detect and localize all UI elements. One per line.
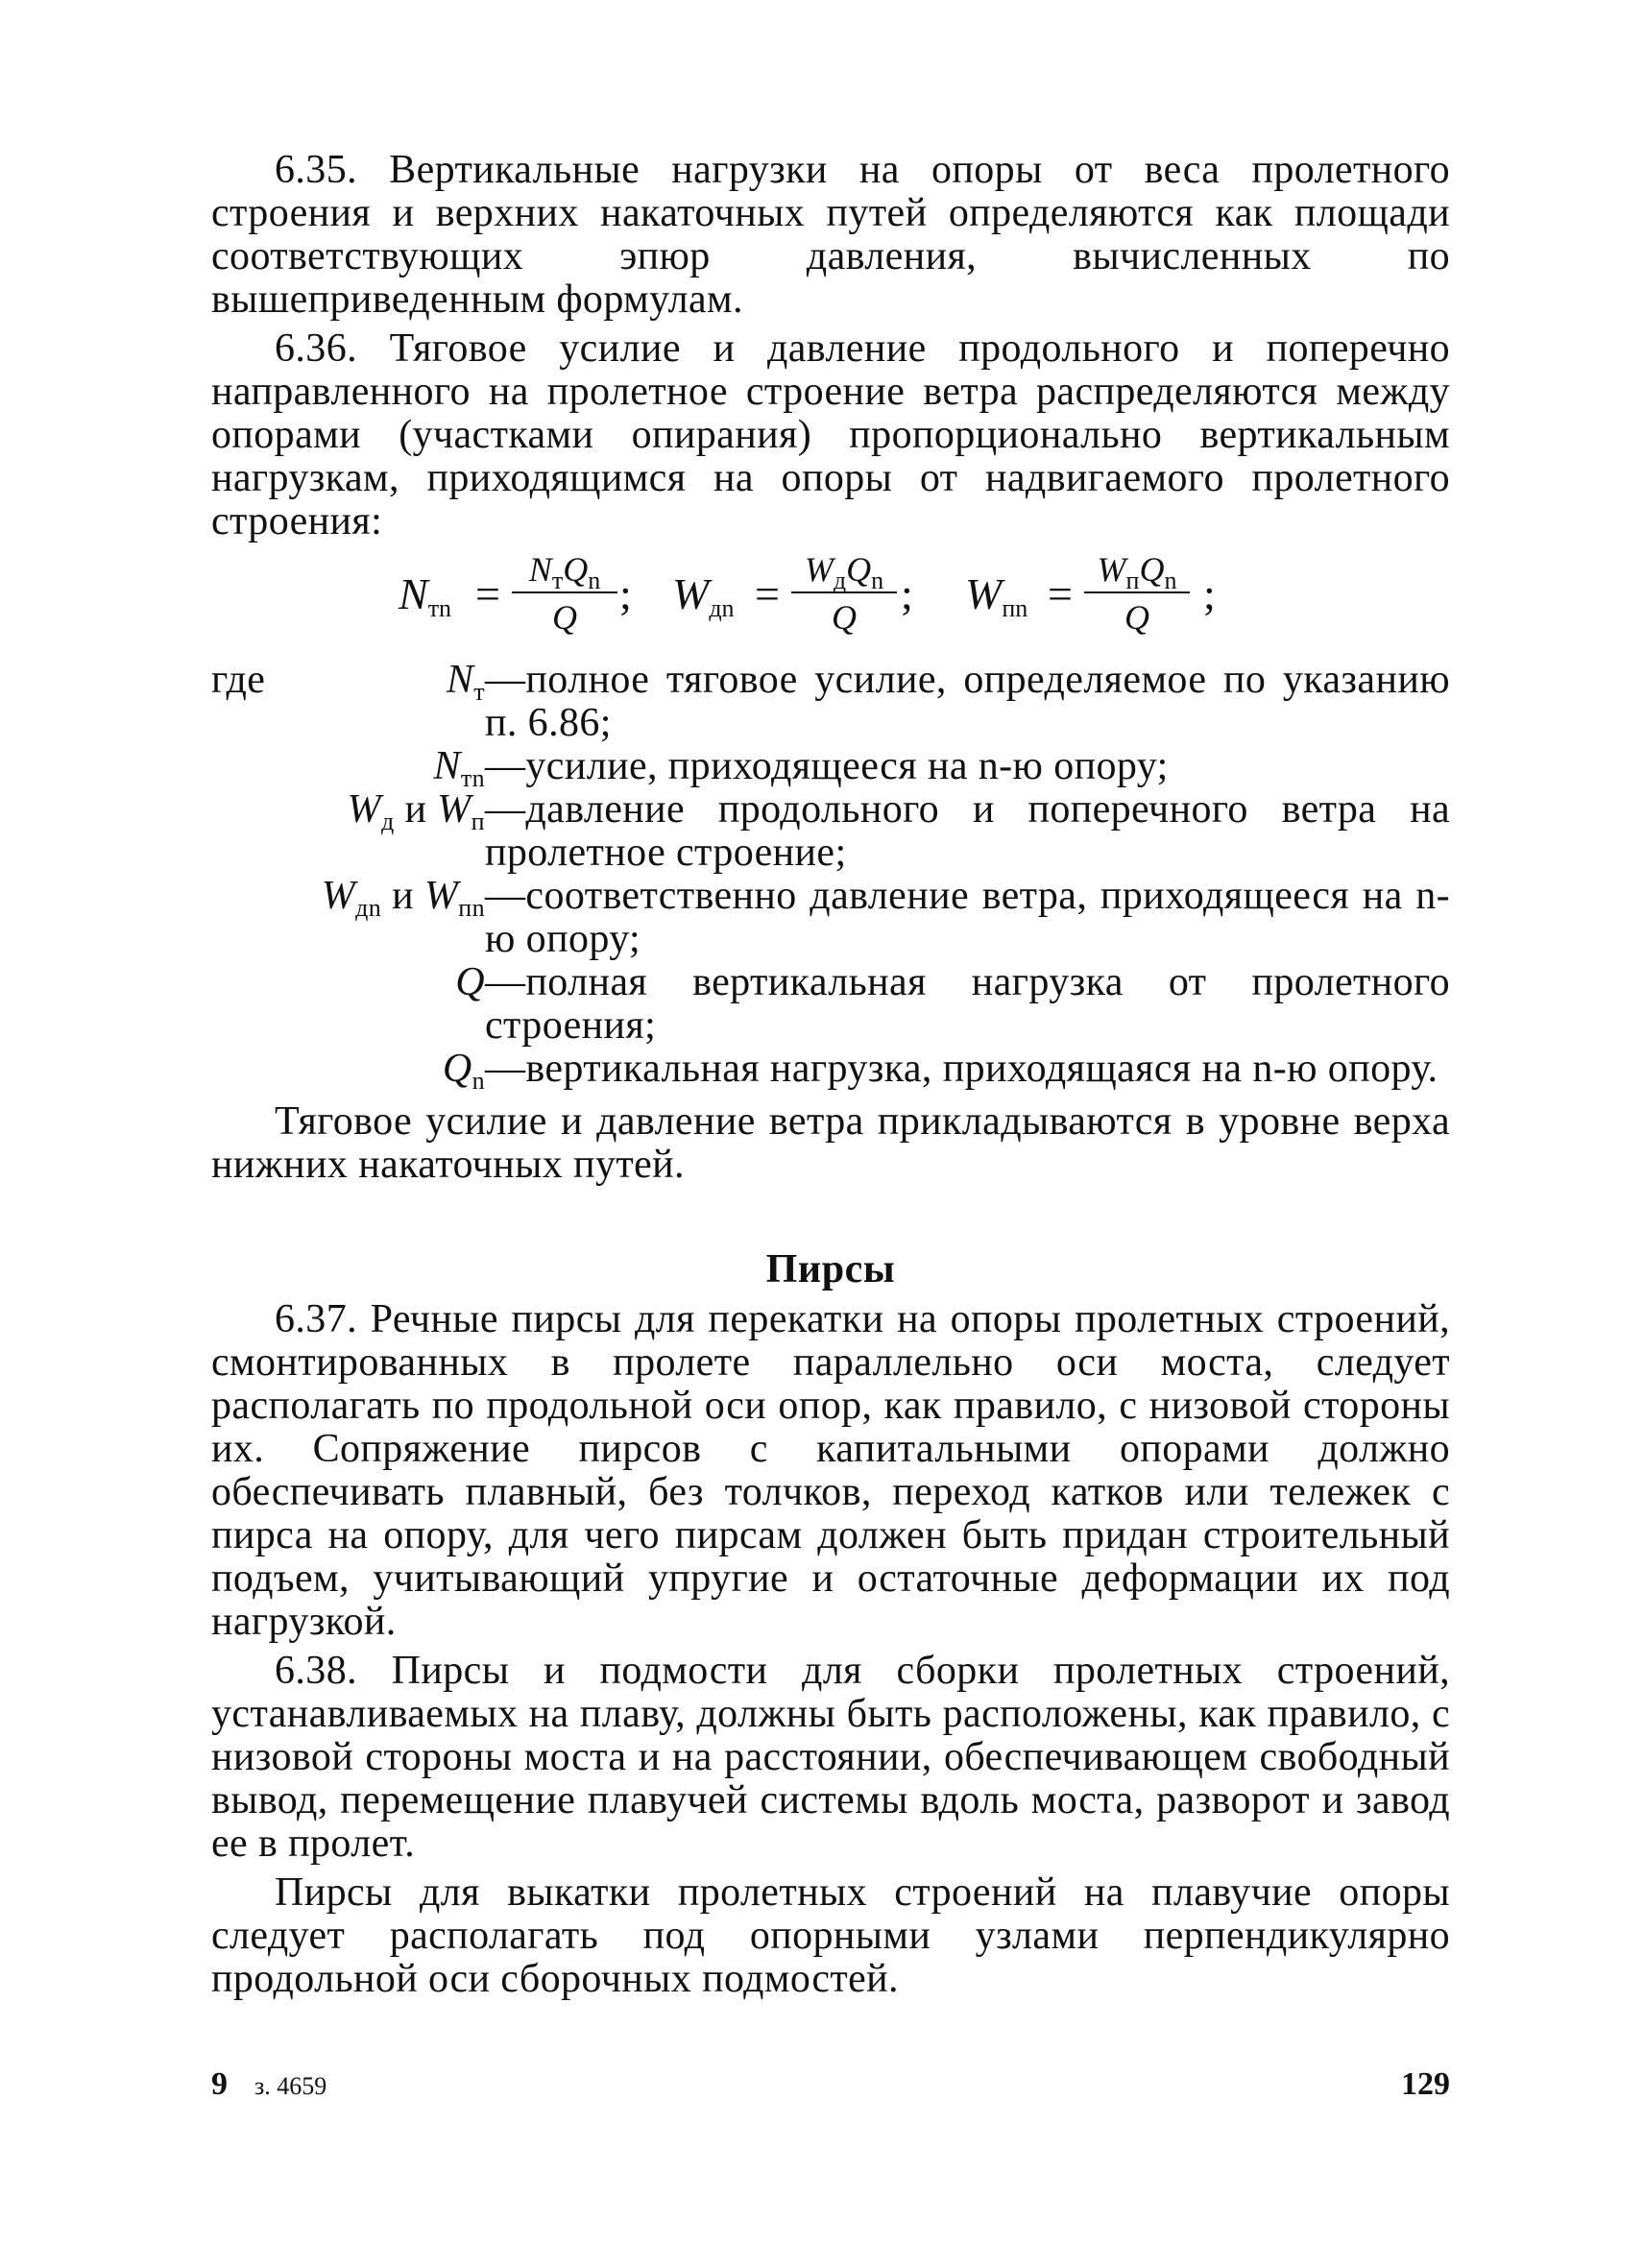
distribution-formula: Nтn = $N_тQ_n$ Q ; Wдn = $W_дQ_n$ Q ; Wпn = $W_пQ_n$ Q ;: [211, 547, 1450, 653]
print-order: з. 4659: [254, 2072, 327, 2100]
section-heading: Пирсы: [765, 1247, 896, 1291]
fraction: $W_дQ_n$ Q: [791, 547, 897, 641]
definition-row: Wд и Wп —давление продольного и поперечного ветра на пролетное строение;: [347, 787, 1450, 875]
sheet-number: 9: [211, 2066, 228, 2102]
page-number: 129: [1401, 2066, 1450, 2102]
definition-row: Qn —вертикальная нагрузка, приходящаяся на n-ю опору.: [442, 1047, 1438, 1095]
fraction: $W_пQ_n$ Q: [1084, 547, 1190, 641]
symbol-definitions: [211, 658, 1450, 1095]
definition-row: Wдn и Wпn —соответственно давление ветра, приходящееся на n-ю опору;: [321, 874, 1450, 961]
paragraph-6-38-continued: Пирсы для выкатки пролетных строений на плавучие опоры следует располагать под опорными узлами перпендикулярно продольной оси сборочных подмостей.: [211, 1870, 1450, 2001]
paragraph-6-36: 6.36. Тяговое усилие и давление продольного и поперечно направленного на пролетное строение ветра распределяются между опорами (участками опирания) пропорционально вертикальным нагрузкам, приходящимся на опоры от надвигаемого пролетного строения:: [211, 326, 1450, 543]
paragraph-6-38: 6.38. Пирсы и подмости для сборки пролетных строений, устанавливаемых на плаву, должны быть расположены, как правило, с низовой стороны моста и на расстоянии, обеспечивающем свободный вывод, перемещение плавучей системы вдоль моста, разворот и завод ее в пролет.: [211, 1649, 1450, 1866]
definition-row: Q —полная вертикальная нагрузка от пролетного строения;: [455, 960, 1450, 1048]
paragraph-force-application: Тяговое усилие и давление ветра прикладываются в уровне верха нижних накаточных путей.: [211, 1099, 1450, 1187]
definition-row: Nтn —усилие, приходящееся на n-ю опору;: [433, 744, 1169, 792]
definition-row: где Nт —полное тяговое усилие, определяемое по указанию п. 6.86;: [211, 658, 1450, 745]
paragraph-6-37: 6.37. Речные пирсы для перекатки на опоры пролетных строений, смонтированных в пролете параллельно оси моста, следует располагать по продольной оси опор, как правило, с низовой стороны их. Сопряжение пирсов с капитальными опорами должно обеспечивать плавный, без толчков, переход катков или тележек с пирса на опору, для чего пирсам должен быть придан строительный подъем, учитывающий упругие и остаточные деформации их под нагрузкой.: [211, 1297, 1450, 1644]
page-footer: [211, 2066, 1450, 2105]
document-page: [211, 149, 1450, 2001]
paragraph-6-35: 6.35. Вертикальные нагрузки на опоры от веса пролетного строения и верхних накаточных путей определяются как площади соответствующих эпюр давления, вычисленных по вышеприведенным формулам.: [211, 148, 1450, 322]
fraction: $N_тQ_n$ Q: [512, 547, 617, 641]
